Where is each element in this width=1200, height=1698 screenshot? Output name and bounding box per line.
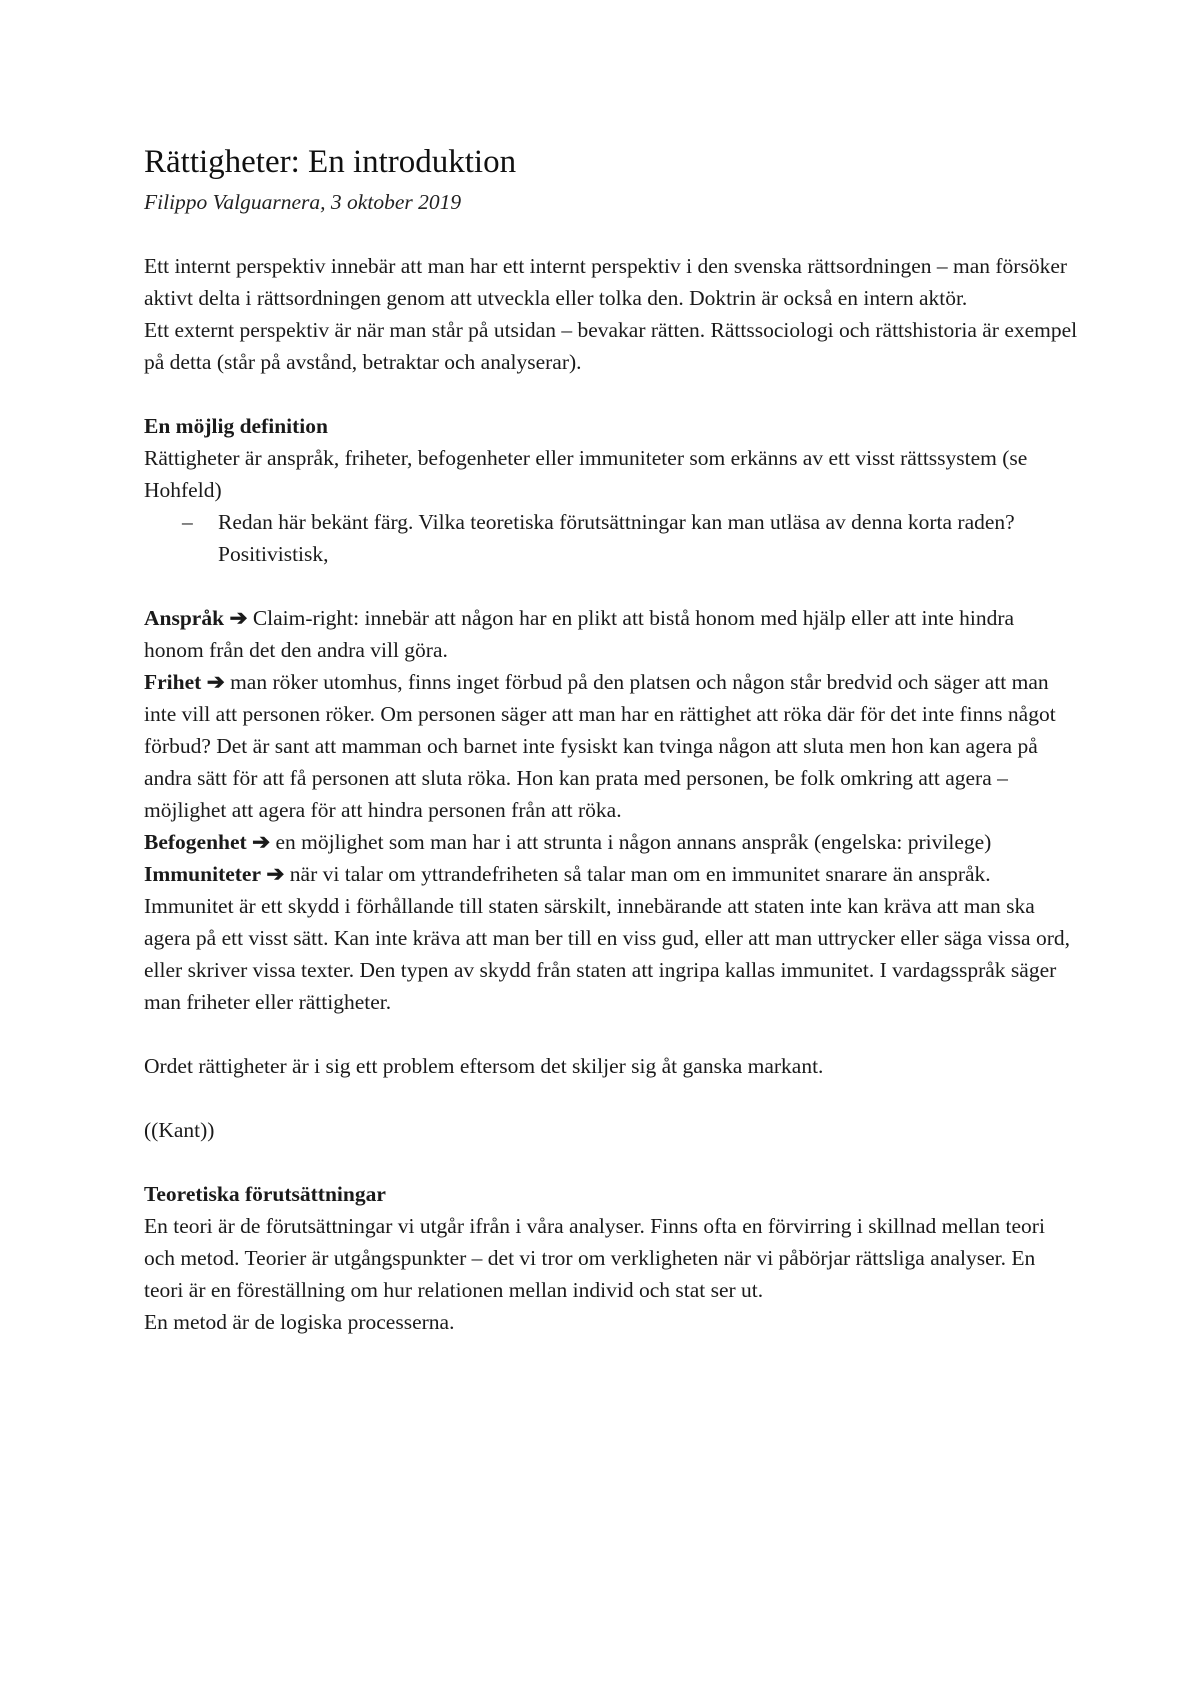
theory-paragraph: En teori är de förutsättningar vi utgår ifrån i våra analyser. Finns ofta en förvirring i skillnad mellan teori och metod. Teorier är utgångspunkter – det vi tror om verkligheten när vi påbörjar rättsliga analyser. En teori är en föreställning om hur relationen mellan individ och stat ser ut. [144, 1214, 1045, 1302]
term-description: Claim-right: innebär att någon har en plikt att bistå honom med hjälp eller att inte hindra honom från det den andra vill göra. [144, 606, 1015, 662]
definition-bullet-text: Redan här bekänt färg. Vilka teoretiska förutsättningar kan man utläsa av denna korta raden? Positivistisk, [218, 510, 1015, 566]
kant-note: ((Kant)) [144, 1118, 215, 1142]
arrow-icon: ➔ [206, 670, 225, 694]
heading-theoretical-prerequisites: Teoretiska förutsättningar [144, 1182, 386, 1206]
definition-bullet [144, 506, 1079, 570]
term-label: Frihet [144, 670, 202, 694]
document-title: Rättigheter: En introduktion [144, 144, 517, 180]
method-paragraph: En metod är de logiska processerna. [144, 1310, 455, 1334]
term-label: Befogenhet [144, 830, 247, 854]
intro-external-perspective: Ett externt perspektiv är när man står på utsidan – bevakar rätten. Rättssociologi och rättshistoria är exempel på detta (står på avstånd, betraktar och analyserar). [144, 318, 1078, 374]
term-anspak [144, 602, 1079, 666]
term-label: Immuniteter [144, 862, 262, 886]
term-label: Anspråk [144, 606, 225, 630]
document-byline: Filippo Valguarnera, 3 oktober 2019 [144, 190, 462, 214]
term-description: när vi talar om yttrandefriheten så talar man om en immunitet snarare än anspråk. Immunitet är ett skydd i förhållande till staten särskilt, innebärande att staten inte kan kräva att man ska agera på ett visst sätt. Kan inte kräva att man ber till en viss gud, eller att man uttrycker eller säga vissa ord, eller skriver vissa texter. Den typen av skydd från staten att ingripa kallas immunitet. I vardagsspråk säger man friheter eller rättigheter. [144, 862, 1070, 1014]
heading-possible-definition: En möjlig definition [144, 414, 328, 438]
spacer [144, 378, 1079, 410]
term-befogenhet [144, 826, 1079, 858]
problem-paragraph: Ordet rättigheter är i sig ett problem eftersom det skiljer sig åt ganska markant. [144, 1054, 824, 1078]
term-description: en möjlighet som man har i att strunta i någon annans anspråk (engelska: privilege) [270, 830, 992, 854]
definition-text: Rättigheter är anspråk, friheter, befogenheter eller immuniteter som erkänns av ett visst rättssystem (se Hohfeld) [144, 446, 1028, 502]
spacer [144, 1082, 1079, 1114]
arrow-icon: ➔ [266, 862, 285, 886]
term-frihet [144, 666, 1079, 826]
intro-internal-perspective: Ett internt perspektiv innebär att man har ett internt perspektiv i den svenska rättsordningen – man försöker aktivt delta i rättsordningen genom att utveckla eller tolka den. Doktrin är också en intern aktör. [144, 254, 1068, 310]
spacer [144, 1146, 1079, 1178]
dash-marker: – [182, 510, 193, 534]
document-page [144, 140, 1079, 1338]
term-description: man röker utomhus, finns inget förbud på den platsen och någon står bredvid och säger att man inte vill att personen röker. Om personen säger att man har en rättighet att röka där för det inte finns något förbud? Det är sant att mamman och barnet inte fysiskt kan tvinga någon att sluta men hon kan agera på andra sätt för att få personen att sluta röka. Hon kan prata med personen, be folk omkring att agera – möjlighet att agera för att hindra personen från att röka. [144, 670, 1056, 822]
spacer [144, 1018, 1079, 1050]
term-immuniteter [144, 858, 1079, 1018]
arrow-icon: ➔ [229, 606, 248, 630]
arrow-icon: ➔ [252, 830, 271, 854]
spacer [144, 218, 1079, 250]
spacer [144, 570, 1079, 602]
